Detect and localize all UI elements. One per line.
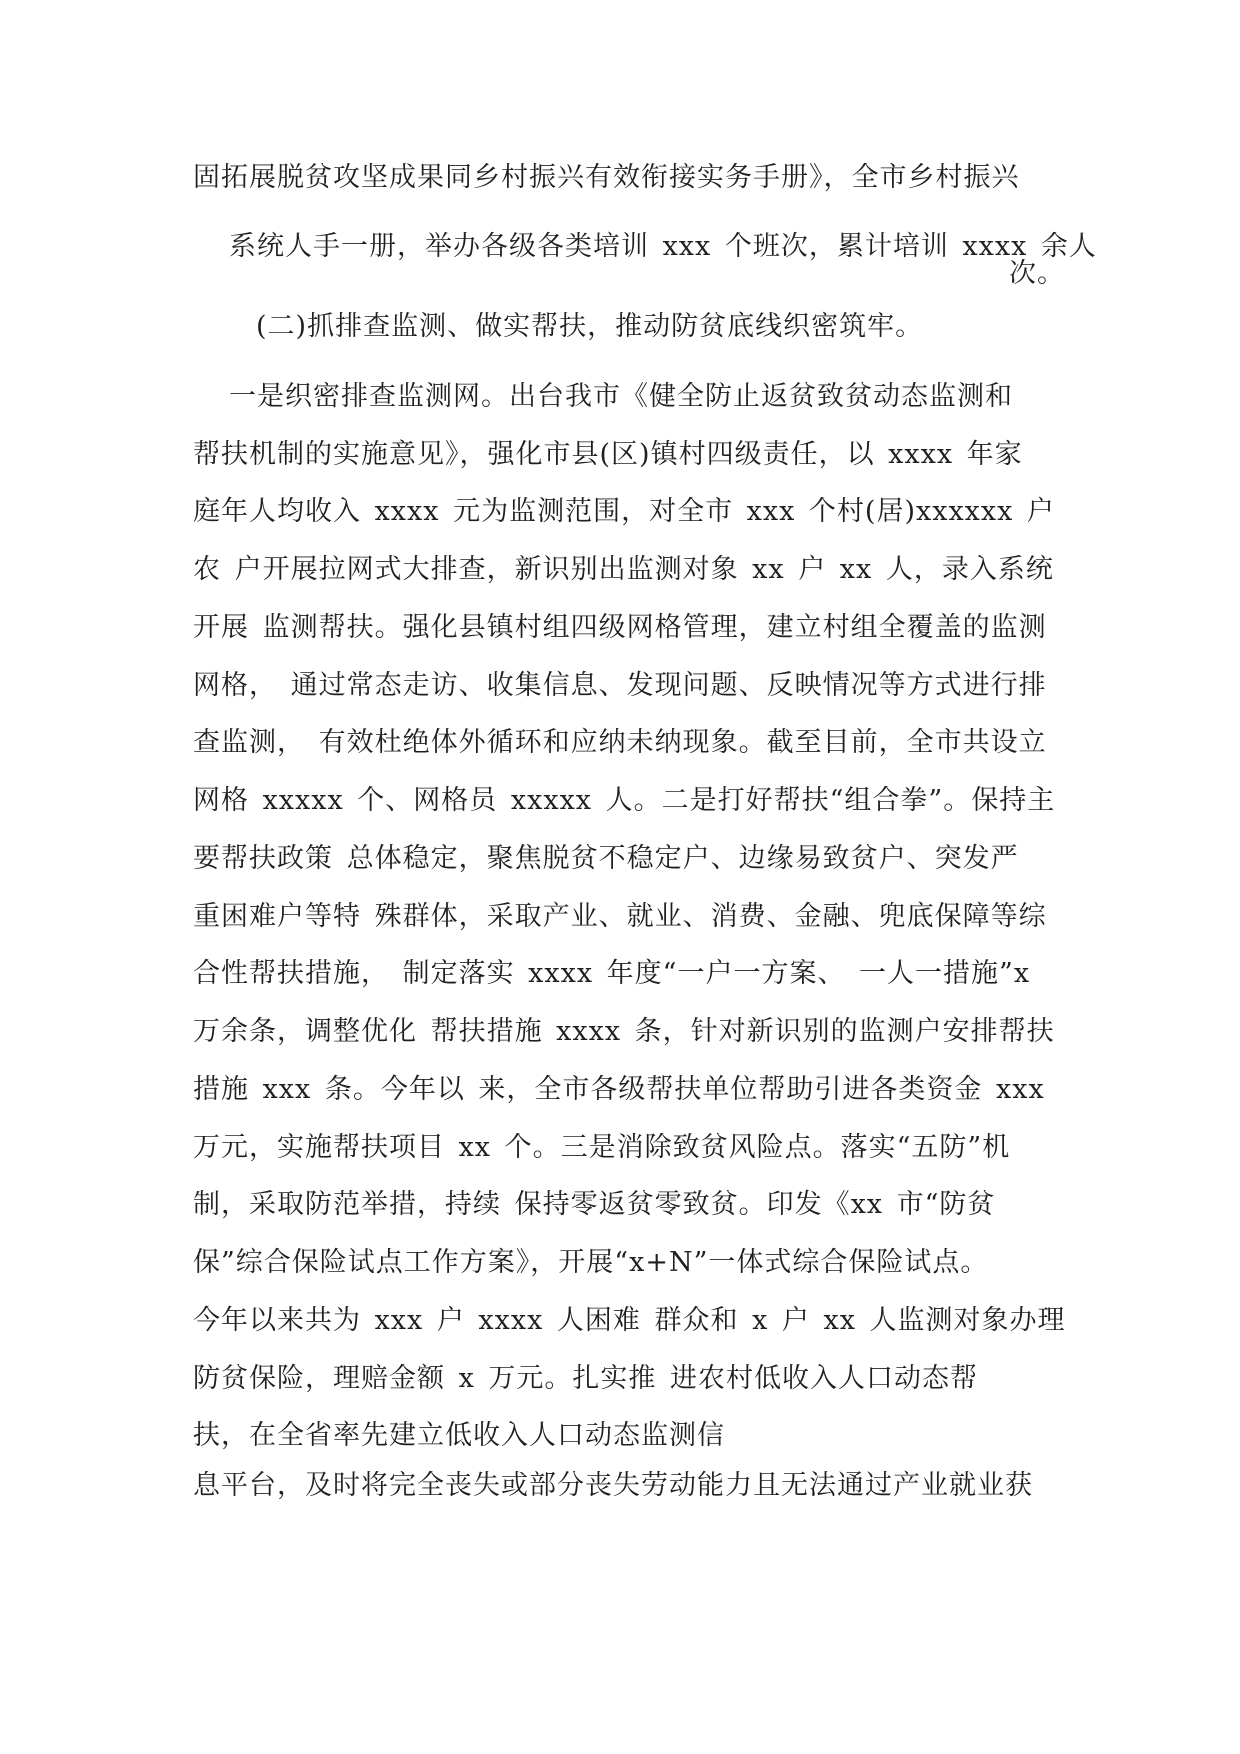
text-line-8: 农 户开展拉网式大排查，新识别出监测对象 xx 户 xx 人，录入系统 (193, 554, 1054, 585)
text-line-16: 万余条，调整优化 帮扶措施 xxxx 条，针对新识别的监测户安排帮扶 (193, 1016, 1055, 1047)
text-line-20: 保”综合保险试点工作方案》，开展“x+N”一体式综合保险试点。 (193, 1247, 989, 1278)
text-line-1: 固拓展脱贫攻坚成果同乡村振兴有效衔接实务手册》，全市乡村振兴 (193, 162, 1020, 193)
text-line-11: 查监测， 有效杜绝体外循环和应纳未纳现象。截至目前，全市共设立 (193, 727, 1047, 758)
text-line-10: 网格， 通过常态走访、收集信息、发现问题、反映情况等方式进行排 (193, 670, 1047, 701)
text-line-6: 帮扶机制的实施意见》，强化市县(区)镇村四级责任，以 xxxx 年家 (193, 439, 1023, 470)
text-line-19: 制，采取防范举措，持续 保持零返贫零致贫。印发《xx 市“防贫 (193, 1189, 996, 1220)
text-line-24: 息平台，及时将完全丧失或部分丧失劳动能力且无法通过产业就业获 (193, 1470, 1033, 1501)
text-line-5: 一是织密排查监测网。出台我市《健全防止返贫致贫动态监测和 (229, 381, 1013, 412)
text-line-3: 次。 (1009, 258, 1065, 289)
text-line-9: 开展 监测帮扶。强化县镇村组四级网格管理，建立村组全覆盖的监测 (193, 612, 1047, 643)
section-heading: (二)抓排查监测、做实帮扶，推动防贫底线织密筑牢。 (256, 311, 924, 342)
text-line-22: 防贫保险，理赔金额 x 万元。扎实推 进农村低收入人口动态帮 (193, 1363, 978, 1394)
text-line-14: 重困难户等特 殊群体，采取产业、就业、消费、金融、兜底保障等综 (193, 901, 1047, 932)
text-line-13: 要帮扶政策 总体稳定，聚焦脱贫不稳定户、边缘易致贫户、突发严 (193, 843, 1019, 874)
text-line-21: 今年以来共为 xxx 户 xxxx 人困难 群众和 x 户 xx 人监测对象办理 (193, 1305, 1066, 1336)
text-line-2: 系统人手一册，举办各级各类培训 xxx 个班次，累计培训 xxxx 余人 (229, 231, 1097, 262)
text-line-12: 网格 xxxxx 个、网格员 xxxxx 人。二是打好帮扶“组合拳”。保持主 (193, 785, 1056, 816)
text-line-18: 万元，实施帮扶项目 xx 个。三是消除致贫风险点。落实“五防”机 (193, 1132, 1011, 1163)
text-line-15: 合性帮扶措施， 制定落实 xxxx 年度“一户一方案、 一人一措施”x (193, 958, 1031, 989)
text-line-23: 扶，在全省率先建立低收入人口动态监测信 (193, 1420, 725, 1451)
text-line-17: 措施 xxx 条。今年以 来，全市各级帮扶单位帮助引进各类资金 xxx (193, 1074, 1045, 1105)
text-line-7: 庭年人均收入 xxxx 元为监测范围，对全市 xxx 个村(居)xxxxxx 户 (193, 496, 1055, 527)
